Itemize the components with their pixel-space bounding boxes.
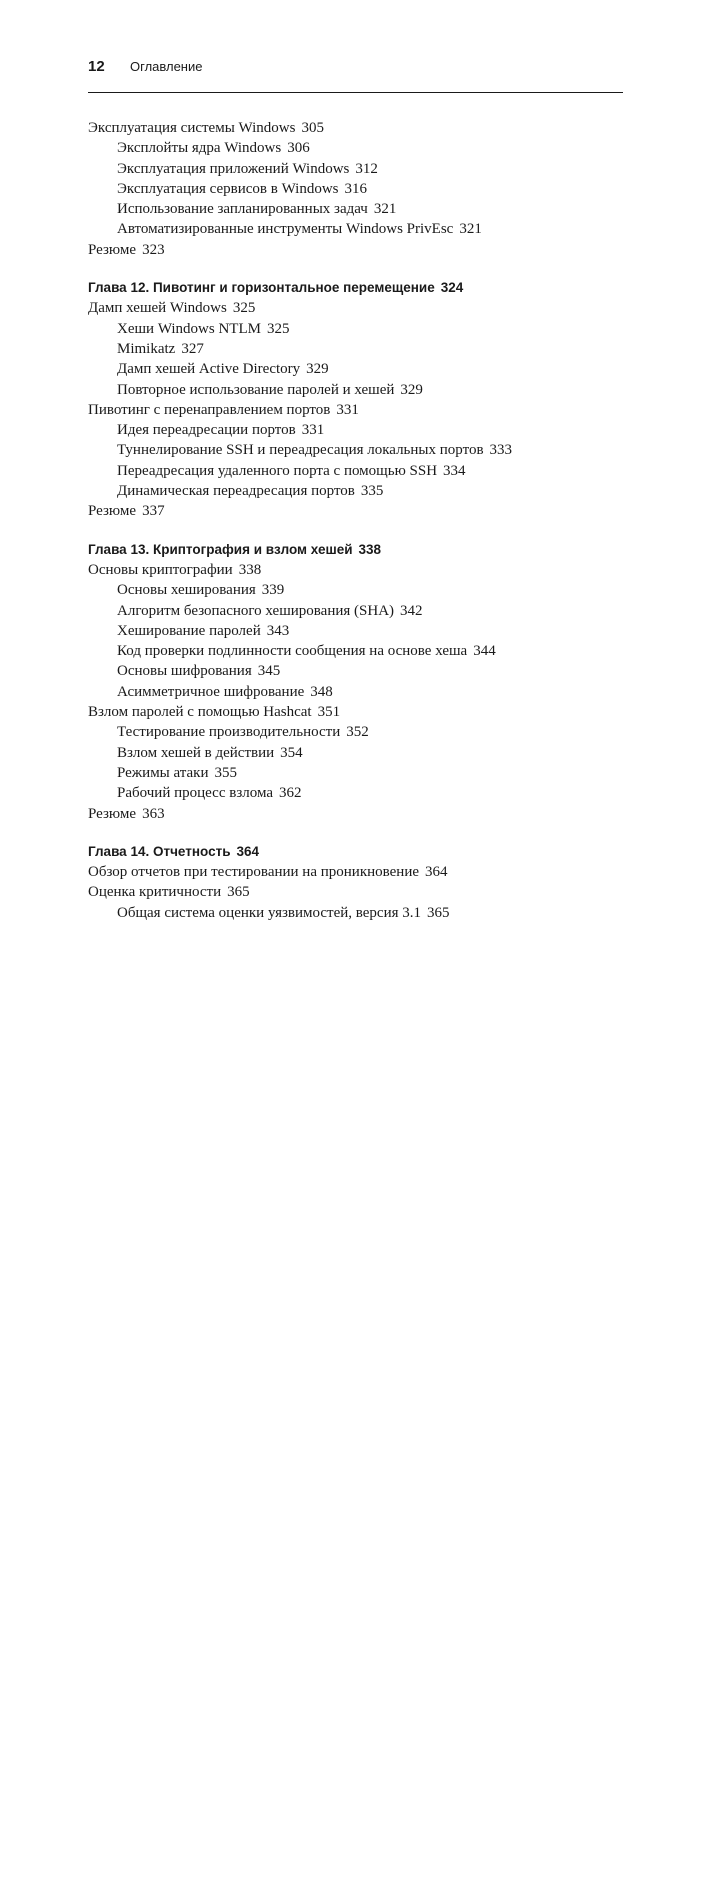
- entry-page-number: 352: [346, 722, 708, 1722]
- entry-page-number: 323: [142, 240, 708, 1240]
- toc-entry: [88, 240, 623, 260]
- entry-page-number: 338: [239, 560, 708, 1560]
- entry-page-number: 306: [287, 138, 708, 1138]
- entry-title: Хеширование паролей: [117, 621, 261, 641]
- entry-page-number: 344: [473, 641, 708, 1641]
- entry-title: Повторное использование паролей и хешей: [117, 380, 394, 400]
- toc-entry: [88, 804, 623, 824]
- entry-title: Эксплуатация сервисов в Windows: [117, 179, 338, 199]
- entry-page-number: 345: [258, 661, 708, 1661]
- entry-page-number: 305: [301, 118, 708, 1118]
- entry-page-number: 365: [427, 903, 708, 1903]
- entry-title: Взлом паролей с помощью Hashcat: [88, 702, 312, 722]
- entry-title: Автоматизированные инструменты Windows PrivEsc: [117, 219, 453, 239]
- entry-page-number: 329: [306, 359, 708, 1359]
- entry-title: Основы шифрования: [117, 661, 252, 681]
- entry-page-number: 351: [318, 702, 708, 1702]
- entry-title: Туннелирование SSH и переадресация локальных портов: [117, 440, 484, 460]
- entry-page-number: 325: [233, 298, 708, 1298]
- table-of-contents: [88, 118, 623, 941]
- entry-title: Код проверки подлинности сообщения на основе хеша: [117, 641, 467, 661]
- entry-page-number: 329: [400, 380, 708, 1380]
- entry-page-number: 342: [400, 601, 708, 1601]
- entry-title: Тестирование производительности: [117, 722, 340, 742]
- entry-title: Основы хеширования: [117, 580, 256, 600]
- entry-title: Пивотинг с перенаправлением портов: [88, 400, 330, 420]
- entry-title: Режимы атаки: [117, 763, 209, 783]
- running-title: Оглавление: [130, 59, 202, 74]
- entry-title: Глава 12. Пивотинг и горизонтальное перемещение: [88, 278, 435, 298]
- entry-page-number: 333: [490, 440, 708, 1440]
- entry-title: Взлом хешей в действии: [117, 743, 274, 763]
- entry-page-number: 331: [336, 400, 708, 1400]
- entry-title: Алгоритм безопасного хеширования (SHA): [117, 601, 394, 621]
- entry-title: Дамп хешей Active Directory: [117, 359, 300, 379]
- entry-title: Оценка критичности: [88, 882, 221, 902]
- entry-page-number: 355: [215, 763, 708, 1763]
- entry-page-number: 363: [142, 804, 708, 1804]
- entry-title: Эксплуатация системы Windows: [88, 118, 295, 138]
- entry-page-number: 348: [310, 682, 708, 1682]
- header-rule: [88, 92, 623, 93]
- entry-title: Рабочий процесс взлома: [117, 783, 273, 803]
- entry-page-number: 321: [374, 199, 708, 1199]
- entry-page-number: 364: [237, 842, 708, 1842]
- toc-entry: [88, 179, 623, 199]
- entry-page-number: 365: [227, 882, 708, 1882]
- entry-title: Основы криптографии: [88, 560, 233, 580]
- entry-title: Переадресация удаленного порта с помощью SSH: [117, 461, 437, 481]
- entry-page-number: 343: [267, 621, 708, 1621]
- entry-title: Динамическая переадресация портов: [117, 481, 355, 501]
- entry-page-number: 364: [425, 862, 708, 1862]
- entry-title: Глава 14. Отчетность: [88, 842, 231, 862]
- entry-title: Эксплойты ядра Windows: [117, 138, 281, 158]
- entry-title: Идея переадресации портов: [117, 420, 296, 440]
- entry-title: Резюме: [88, 804, 136, 824]
- entry-title: Глава 13. Криптография и взлом хешей: [88, 540, 353, 560]
- entry-title: Mimikatz: [117, 339, 175, 359]
- entry-title: Хеши Windows NTLM: [117, 319, 261, 339]
- entry-page-number: 312: [355, 159, 708, 1159]
- toc-entry: [88, 501, 623, 521]
- entry-title: Резюме: [88, 501, 136, 521]
- entry-page-number: 324: [441, 278, 708, 1278]
- entry-title: Общая система оценки уязвимостей, версия 3.1: [117, 903, 421, 923]
- entry-page-number: 335: [361, 481, 708, 1481]
- entry-page-number: 321: [459, 219, 708, 1219]
- entry-title: Дамп хешей Windows: [88, 298, 227, 318]
- toc-entry: [88, 159, 623, 179]
- entry-page-number: 325: [267, 319, 708, 1319]
- page-header: [88, 58, 202, 75]
- entry-page-number: 362: [279, 783, 708, 1783]
- toc-entry: [88, 138, 623, 158]
- entry-title: Использование запланированных задач: [117, 199, 368, 219]
- page-number: 12: [88, 58, 130, 75]
- toc-entry: [88, 118, 623, 138]
- entry-title: Асимметричное шифрование: [117, 682, 304, 702]
- entry-page-number: 354: [280, 743, 708, 1743]
- entry-page-number: 339: [262, 580, 708, 1580]
- entry-title: Резюме: [88, 240, 136, 260]
- entry-title: Эксплуатация приложений Windows: [117, 159, 349, 179]
- entry-page-number: 331: [302, 420, 708, 1420]
- entry-page-number: 334: [443, 461, 708, 1461]
- entry-page-number: 316: [344, 179, 708, 1179]
- entry-page-number: 337: [142, 501, 708, 1501]
- entry-page-number: 338: [359, 540, 708, 1540]
- toc-section: [88, 118, 623, 260]
- entry-page-number: 327: [181, 339, 708, 1339]
- entry-title: Обзор отчетов при тестировании на проникновение: [88, 862, 419, 882]
